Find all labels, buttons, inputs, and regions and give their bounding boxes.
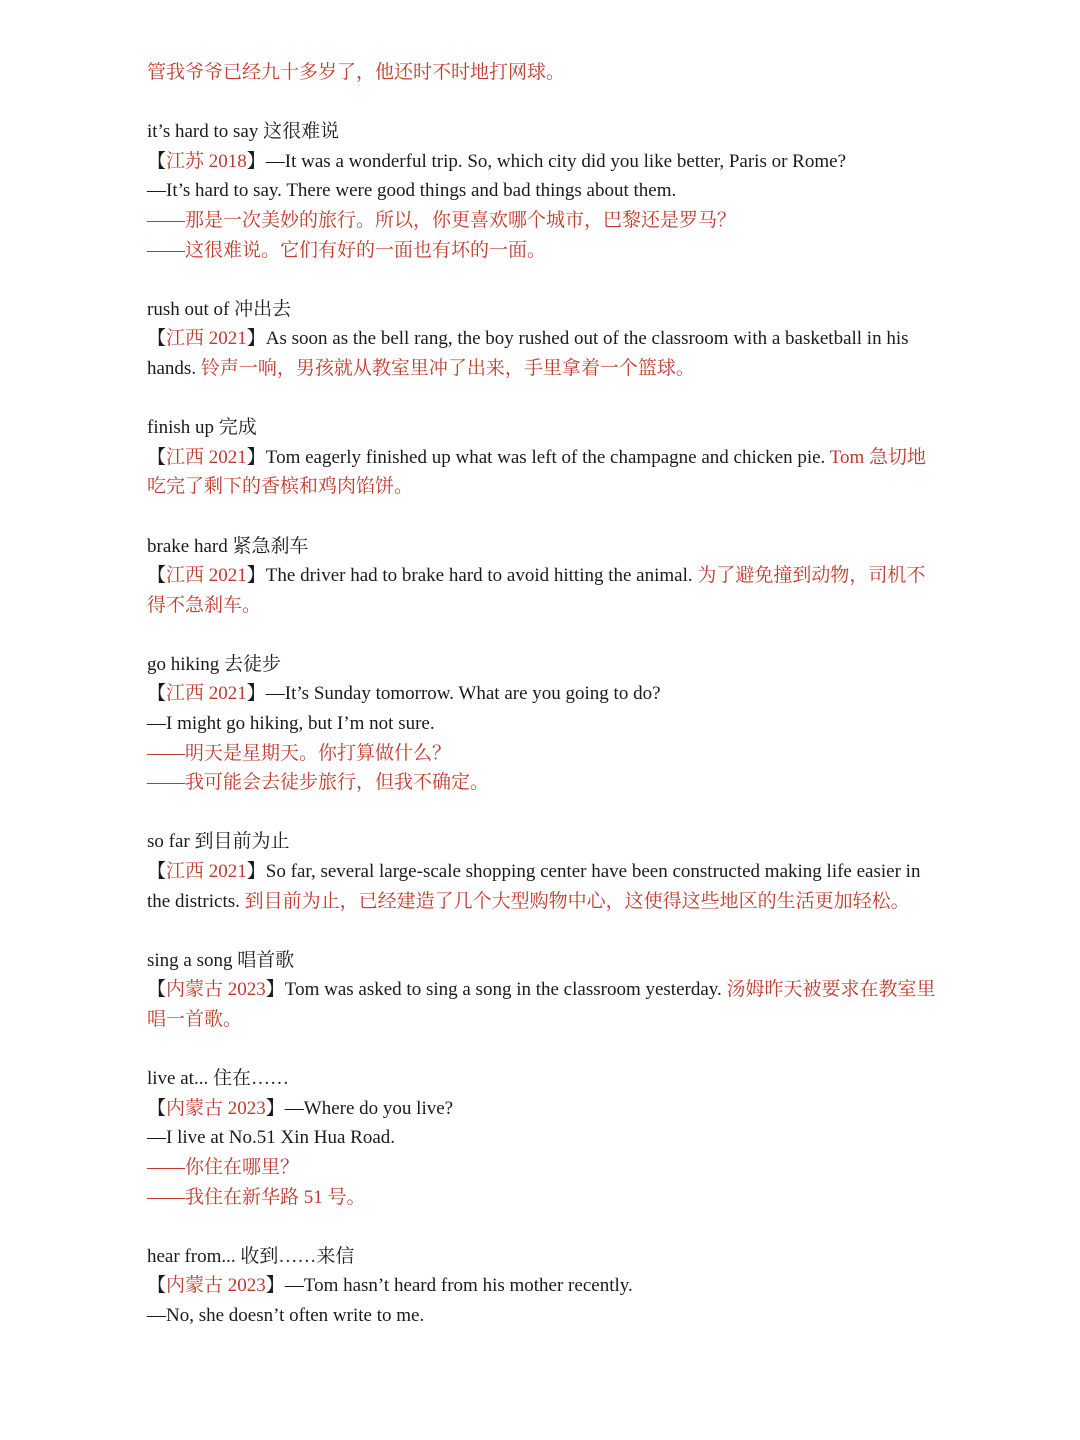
example-translation: 铃声一响，男孩就从教室里冲了出来，手里拿着一个篮球。	[200, 357, 695, 379]
entry-term: rush out of 冲出去	[147, 298, 292, 320]
source-tag: 江苏 2018	[166, 150, 247, 172]
entry-term: finish up 完成	[147, 417, 257, 439]
document-page	[147, 58, 937, 1331]
example-sentence: The driver had to brake hard to avoid hitting the animal.	[265, 565, 693, 587]
source-tag: 内蒙古 2023	[166, 1275, 266, 1297]
entry-so-far	[147, 827, 937, 916]
entry-translation-line: ——我可能会去徒步旅行，但我不确定。	[147, 772, 490, 794]
entry-dialogue-line: 【内蒙古 2023】—Where do you live?	[147, 1097, 454, 1119]
entry-translation-line: ——明天是星期天。你打算做什么？	[147, 742, 452, 764]
entry-dialogue-line: —I might go hiking, but I’m not sure.	[147, 713, 435, 735]
entry-hear-from	[147, 1242, 937, 1331]
source-tag: 江西 2021	[166, 683, 247, 705]
example-translation: 汤姆昨天被要求在教室里唱一首歌。	[147, 979, 936, 1030]
entry-translation-line: ——你住在哪里？	[147, 1156, 300, 1178]
entry-dialogue-line: 【江西 2021】—It’s Sunday tomorrow. What are you going to do?	[147, 683, 661, 705]
entry-term: brake hard 紧急刹车	[147, 535, 309, 557]
example-sentence: So far, several large-scale shopping center have been constructed making life easier in the districts.	[147, 861, 921, 912]
example-sentence: Tom eagerly finished up what was left of the champagne and chicken pie.	[265, 446, 826, 468]
source-tag: 江西 2021	[166, 328, 247, 350]
entry-live-at	[147, 1064, 937, 1212]
entry-brake-hard	[147, 532, 937, 621]
entry-dialogue-line: —I live at No.51 Xin Hua Road.	[147, 1127, 396, 1149]
example-sentence: As soon as the bell rang, the boy rushed out of the classroom with a basketball in his hands.	[147, 328, 909, 379]
example-sentence: Tom was asked to sing a song in the classroom yesterday.	[284, 979, 722, 1001]
example-translation: Tom 急切地吃完了剩下的香槟和鸡肉馅饼。	[147, 446, 927, 498]
entry-example: 【江西 2021】Tom eagerly finished up what was left of the champagne and chicken pie. Tom 急切地吃完了剩下的香槟和鸡肉馅饼。	[147, 446, 927, 498]
entry-its-hard-to-say	[147, 117, 937, 265]
entry-example: 【江西 2021】The driver had to brake hard to avoid hitting the animal. 为了避免撞到动物，司机不得不急刹车。	[147, 565, 926, 616]
entry-dialogue-line: —No, she doesn’t often write to me.	[147, 1304, 425, 1326]
example-translation: 到目前为止，已经建造了几个大型购物中心，这使得这些地区的生活更加轻松。	[244, 890, 910, 912]
entry-dialogue-line: —It’s hard to say. There were good things and bad things about them.	[147, 180, 677, 202]
entry-term: live at... 住在……	[147, 1068, 289, 1090]
source-tag: 内蒙古 2023	[166, 979, 266, 1001]
source-tag: 江西 2021	[166, 861, 247, 883]
entry-translation-line: ——我住在新华路 51 号。	[147, 1186, 366, 1208]
entry-finish-up	[147, 413, 937, 502]
intro-translation-tail: 管我爷爷已经九十多岁了，他还时不时地打网球。	[147, 62, 566, 83]
entry-example: 【江西 2021】So far, several large-scale shopping center have been constructed making life easier in the districts. 到目前为止，已经建造了几个大型购物中心，这使得这些地区的生活更加轻松。	[147, 861, 921, 912]
entry-example: 【内蒙古 2023】Tom was asked to sing a song in the classroom yesterday. 汤姆昨天被要求在教室里唱一首歌。	[147, 979, 936, 1030]
entry-dialogue-line: 【江苏 2018】—It was a wonderful trip. So, which city did you like better, Paris or Rome?	[147, 150, 847, 172]
entry-go-hiking	[147, 650, 937, 798]
entry-rush-out-of	[147, 295, 937, 384]
source-tag: 江西 2021	[166, 446, 247, 468]
entry-term: hear from... 收到……来信	[147, 1245, 355, 1267]
entry-term: sing a song 唱首歌	[147, 949, 295, 971]
entry-sing-a-song	[147, 946, 937, 1035]
entry-term: so far 到目前为止	[147, 831, 290, 853]
entry-example: 【江西 2021】As soon as the bell rang, the boy rushed out of the classroom with a basketball in his hands. 铃声一响，男孩就从教室里冲了出来，手里拿着一个篮球。	[147, 328, 909, 379]
entry-translation-line: ——这很难说。它们有好的一面也有坏的一面。	[147, 239, 547, 261]
entry-translation-line: ——那是一次美妙的旅行。所以，你更喜欢哪个城市，巴黎还是罗马？	[147, 209, 737, 231]
example-translation: 为了避免撞到动物，司机不得不急刹车。	[147, 565, 926, 616]
source-tag: 内蒙古 2023	[166, 1097, 266, 1119]
entry-dialogue-line: 【内蒙古 2023】—Tom hasn’t heard from his mother recently.	[147, 1275, 633, 1297]
source-tag: 江西 2021	[166, 565, 247, 587]
entry-term: go hiking 去徒步	[147, 653, 282, 675]
entry-term: it’s hard to say 这很难说	[147, 121, 340, 143]
